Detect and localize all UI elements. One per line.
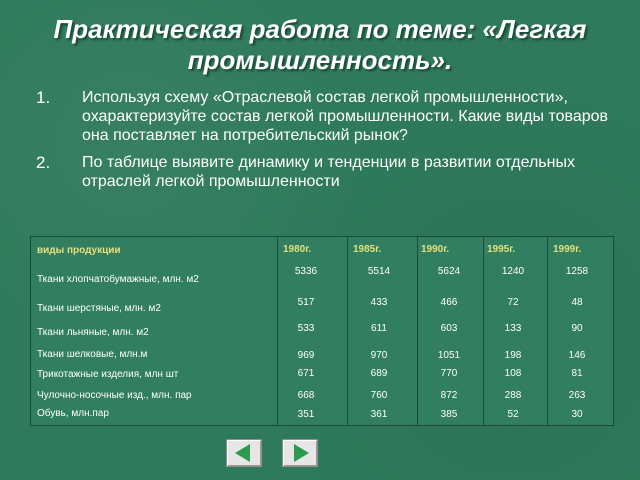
- table-header-label: виды продукции: [37, 245, 121, 256]
- year-header: 1980г.: [283, 244, 312, 255]
- year-header: 1990г.: [421, 244, 450, 255]
- table-cell: 81: [571, 368, 583, 379]
- table-cell: 5514: [367, 266, 391, 277]
- table-cell: 385: [440, 409, 458, 420]
- table-cell: 671: [297, 368, 315, 379]
- table-cell: 52: [507, 409, 519, 420]
- table-cell: 90: [571, 323, 583, 334]
- triangle-right-icon: [283, 440, 317, 466]
- year-header: 1999г.: [553, 244, 582, 255]
- table-cell: 72: [507, 297, 519, 308]
- table-cell: 48: [571, 297, 583, 308]
- column-divider: [277, 237, 278, 425]
- title-line-2: промышленность».: [187, 45, 453, 75]
- table-cell: 760: [370, 390, 388, 401]
- task-text: По таблице выявите динамику и тенденции в развитии отдельных отраслей легкой промышленности: [82, 154, 575, 190]
- table-cell: 533: [297, 323, 315, 334]
- table-cell: 969: [297, 350, 315, 361]
- task-number: 1.: [36, 88, 51, 107]
- table-cell: 970: [370, 350, 388, 361]
- prev-slide-button[interactable]: [226, 439, 262, 467]
- column-divider: [417, 237, 418, 425]
- table-cell: 288: [504, 390, 522, 401]
- table-cell: 263: [568, 390, 586, 401]
- table-cell: 1051: [437, 350, 461, 361]
- table-cell: 198: [504, 350, 522, 361]
- column-divider: [347, 237, 348, 425]
- table-cell: 872: [440, 390, 458, 401]
- row-label: Ткани хлопчатобумажные, млн. м2: [37, 274, 199, 285]
- row-label: Обувь, млн.пар: [37, 408, 109, 419]
- table-cell: 433: [370, 297, 388, 308]
- table-cell: 603: [440, 323, 458, 334]
- row-label: Ткани льняные, млн. м2: [37, 327, 149, 338]
- table-cell: 466: [440, 297, 458, 308]
- task-text: Используя схему «Отраслевой состав легкой промышленности», охарактеризуйте состав легкой промышленности. Какие виды товаров она поставляет на потребительский рынок?: [82, 89, 609, 144]
- table-cell: 351: [297, 409, 315, 420]
- row-label: Чулочно-носочные изд., млн. пар: [37, 390, 192, 401]
- table-cell: 108: [504, 368, 522, 379]
- year-header: 1995г.: [487, 244, 516, 255]
- triangle-left-icon: [227, 440, 261, 466]
- table-cell: 5336: [294, 266, 318, 277]
- table-cell: 361: [370, 409, 388, 420]
- row-label: Ткани шелковые, млн.м: [37, 349, 148, 360]
- table-cell: 1240: [501, 266, 525, 277]
- title-line-1: Практическая работа по теме: «Легкая: [53, 14, 587, 44]
- task-item: [36, 153, 616, 191]
- table-cell: 146: [568, 350, 586, 361]
- slide-title: [20, 14, 620, 76]
- table-cell: 689: [370, 368, 388, 379]
- column-divider: [483, 237, 484, 425]
- table-cell: 517: [297, 297, 315, 308]
- table-cell: 611: [371, 323, 387, 334]
- table-cell: 1258: [565, 266, 589, 277]
- table-cell: 133: [504, 323, 522, 334]
- next-slide-button[interactable]: [282, 439, 318, 467]
- task-number: 2.: [36, 153, 51, 172]
- year-header: 1985г.: [353, 244, 382, 255]
- table-cell: 668: [297, 390, 315, 401]
- task-item: [36, 88, 616, 145]
- production-table: [30, 236, 614, 426]
- table-cell: 770: [440, 368, 458, 379]
- column-divider: [547, 237, 548, 425]
- row-label: Трикотажные изделия, млн шт: [37, 369, 179, 380]
- task-list: [36, 88, 616, 199]
- table-cell: 5624: [437, 266, 461, 277]
- table-cell: 30: [571, 409, 583, 420]
- row-label: Ткани шерстяные, млн. м2: [37, 303, 161, 314]
